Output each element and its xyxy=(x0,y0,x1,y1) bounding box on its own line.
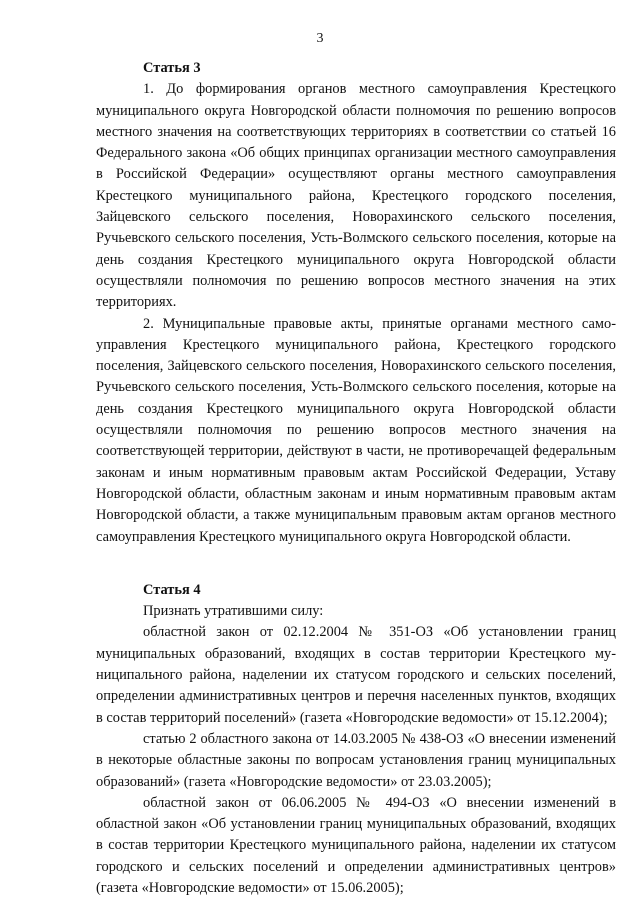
article-4-item-2: статью 2 областного закона от 14.03.2005 № 438-ОЗ «О внесении изменений в некоторые областные законы по вопросам установления границ муниципальных образований» (газета «Новгородские ведомости» от 23.03.2005); xyxy=(96,730,616,790)
article-3-title: Статья 3 xyxy=(143,60,201,76)
article-4-intro: Признать утратившими силу: xyxy=(143,603,324,620)
page-number: 3 xyxy=(316,31,324,46)
article-3-paragraph-1: 1. До формирования органов местного самоуправления Крестецкого муниципального округа Новгородской области полномочия по решению вопросов местного значения на соответствующих территориях в соответствии со статьей 16 Федерального закона «Об общих принципах организации местного самоуправления в Российской Федерации» осуществляют органы местного самоуправления Крестецкого муниципального района, Крестецкого городского поселения, Зайцевского сельского поселения, Новорахинского сельского поселения, Ручьевского сельского поселения, Усть-Волмского сельского поселения, которые на день создания Крестецкого муниципального округа Новгородской области осуществляли полномочия по решению вопросов местного значения на этих территориях. xyxy=(96,81,616,311)
article-4-item-1: областной закон от 02.12.2004 № 351-ОЗ «Об установлении границ муниципальных образований, входящих в состав территории Крестецкого муниципального района, наделении их статусом городского и сельских поселений, определении административных центров и перечня населенных пунктов, входящих в состав территорий поселений» (газета «Новгородские ведомости» от 15.12.2004); xyxy=(96,624,616,726)
article-4-item-3: областной закон от 06.06.2005 № 494-ОЗ «О внесении изменений в областной закон «Об установлении границ муниципальных образований, входящих в состав территории Крестецкого муниципального района, наделении их статусом городского и сельских поселений и определении административных центров» (газета «Новгородские ведомости» от 15.06.2005); xyxy=(96,794,616,896)
article-3-paragraph-2: 2. Муниципальные правовые акты, принятые органами местного самоуправления Крестецкого муниципального района, Крестецкого городского поселения, Зайцевского сельского поселения, Новорахинского сельского поселения, Ручьевского сельского поселения, Усть-Волмского сельского поселения, которые на день создания Крестецкого муниципального округа Новгородской области осуществляли полномочия по решению вопросов местного значения на соответствующей территории, действуют в части, не противоречащей федеральным законам и иным нормативным правовым актам Российской Федерации, Уставу Новгородской области, областным законам и иным нормативным правовым актам Новгородской области, а также муниципальным правовым актам органов местного самоуправления Крестецкого муниципального округа Новгородской области. xyxy=(96,315,616,545)
article-4 xyxy=(96,580,616,899)
article-3 xyxy=(96,58,616,548)
section-spacer xyxy=(96,548,616,580)
article-4-title: Статья 4 xyxy=(143,581,201,598)
document-body xyxy=(96,58,616,899)
